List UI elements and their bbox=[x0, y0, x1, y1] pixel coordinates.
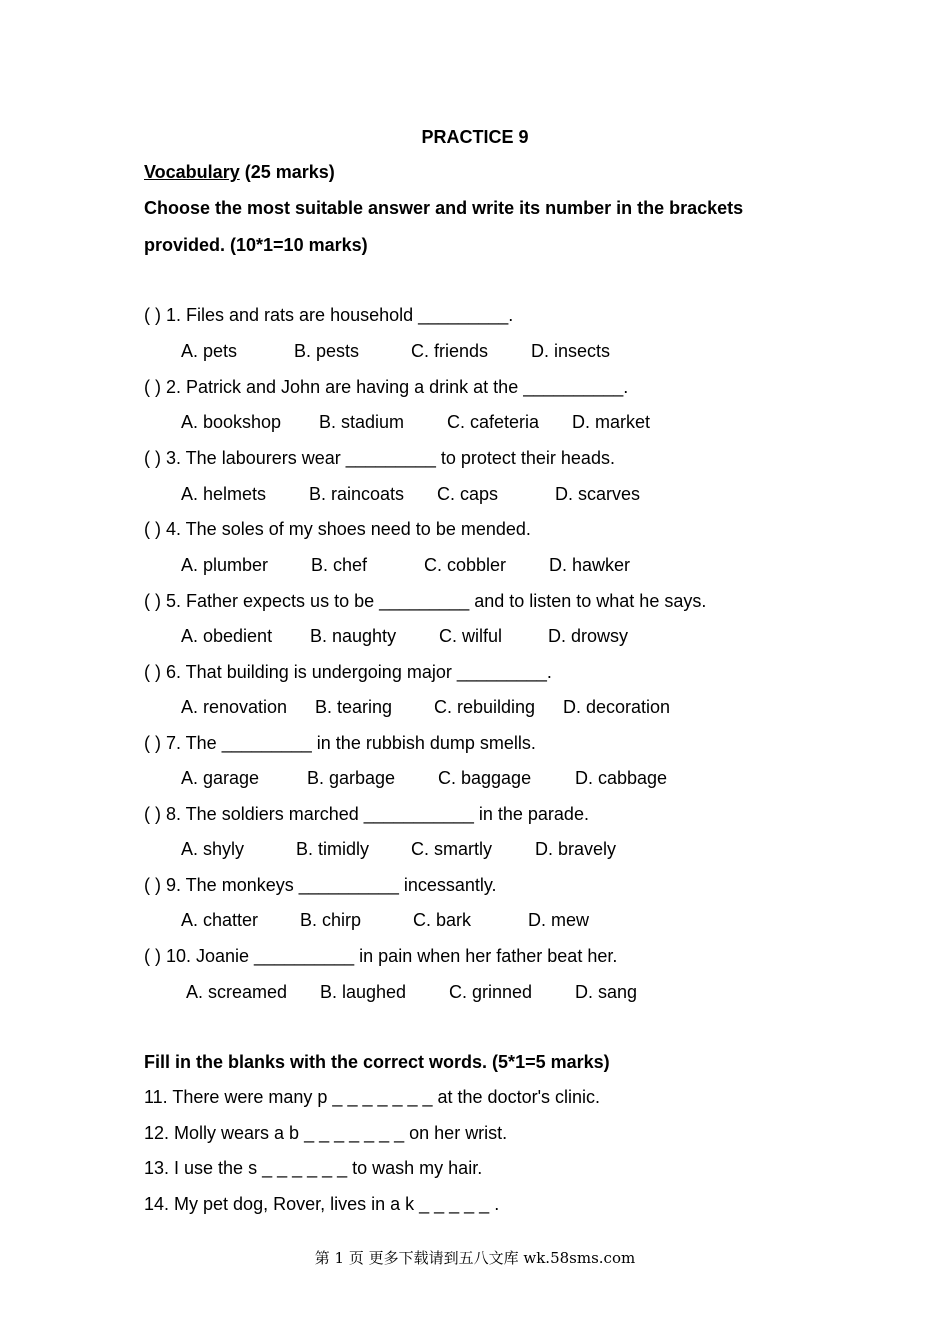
fill-item: 14. My pet dog, Rover, lives in a k _ _ _ _ _ . bbox=[144, 1194, 500, 1214]
option-a: A. helmets bbox=[181, 484, 267, 504]
option-d: D. scarves bbox=[555, 484, 641, 504]
option-b: B. naughty bbox=[310, 626, 397, 646]
option-d: D. cabbage bbox=[575, 768, 668, 788]
question-options bbox=[0, 982, 950, 1004]
option-c: C. cobbler bbox=[424, 555, 507, 575]
question-stem: ( ) 9. The monkeys __________ incessantly. bbox=[144, 875, 497, 895]
option-a: A. bookshop bbox=[181, 412, 282, 432]
option-b: B. chirp bbox=[300, 910, 362, 930]
option-b: B. tearing bbox=[315, 697, 393, 717]
option-a: A. chatter bbox=[181, 910, 259, 930]
fill-item: 12. Molly wears a b _ _ _ _ _ _ _ on her wrist. bbox=[144, 1123, 508, 1143]
fill-item: 11. There were many p _ _ _ _ _ _ _ at the doctor's clinic. bbox=[144, 1087, 601, 1107]
option-b: B. laughed bbox=[320, 982, 407, 1002]
fill-item: 13. I use the s _ _ _ _ _ _ to wash my hair. bbox=[144, 1158, 483, 1178]
question-options bbox=[0, 555, 950, 577]
option-b: B. raincoats bbox=[309, 484, 405, 504]
option-c: C. bark bbox=[413, 910, 472, 930]
option-c: C. grinned bbox=[449, 982, 533, 1002]
option-a: A. pets bbox=[181, 341, 238, 361]
question-stem: ( ) 5. Father expects us to be _________ and to listen to what he says. bbox=[144, 591, 707, 611]
option-d: D. insects bbox=[531, 341, 611, 361]
fill-in-instruction: Fill in the blanks with the correct words. (5*1=5 marks) bbox=[144, 1052, 610, 1072]
question-stem: ( ) 8. The soldiers marched ___________ in the parade. bbox=[144, 804, 589, 824]
question-options bbox=[0, 341, 950, 363]
question-options bbox=[0, 484, 950, 506]
option-b: B. pests bbox=[294, 341, 360, 361]
question-stem: ( ) 6. That building is undergoing major _________. bbox=[144, 662, 552, 682]
option-c: C. rebuilding bbox=[434, 697, 536, 717]
option-b: B. stadium bbox=[319, 412, 405, 432]
option-b: B. chef bbox=[311, 555, 368, 575]
option-c: C. baggage bbox=[438, 768, 532, 788]
section-marks: (25 marks) bbox=[239, 162, 335, 182]
option-a: A. plumber bbox=[181, 555, 269, 575]
option-d: D. drowsy bbox=[548, 626, 629, 646]
instruction-line-2: provided. (10*1=10 marks) bbox=[144, 235, 368, 255]
instruction-line-1: Choose the most suitable answer and write its number in the brackets bbox=[144, 198, 744, 218]
section-heading bbox=[144, 162, 335, 183]
option-d: D. mew bbox=[528, 910, 590, 930]
option-a: A. renovation bbox=[181, 697, 288, 717]
option-b: B. timidly bbox=[296, 839, 370, 859]
option-c: C. friends bbox=[411, 341, 489, 361]
option-a: A. obedient bbox=[181, 626, 273, 646]
option-d: D. sang bbox=[575, 982, 638, 1002]
option-c: C. cafeteria bbox=[447, 412, 540, 432]
question-options bbox=[0, 412, 950, 434]
option-d: D. hawker bbox=[549, 555, 631, 575]
section-name: Vocabulary bbox=[144, 162, 240, 182]
page-title: PRACTICE 9 bbox=[421, 127, 529, 147]
question-options bbox=[0, 910, 950, 932]
question-stem: ( ) 2. Patrick and John are having a drink at the __________. bbox=[144, 377, 629, 397]
option-d: D. market bbox=[572, 412, 651, 432]
question-options bbox=[0, 768, 950, 790]
question-options bbox=[0, 626, 950, 648]
option-c: C. wilful bbox=[439, 626, 503, 646]
question-options bbox=[0, 839, 950, 861]
option-d: D. bravely bbox=[535, 839, 617, 859]
question-stem: ( ) 4. The soles of my shoes need to be mended. bbox=[144, 519, 531, 539]
option-d: D. decoration bbox=[563, 697, 671, 717]
option-a: A. screamed bbox=[186, 982, 288, 1002]
option-a: A. garage bbox=[181, 768, 260, 788]
option-a: A. shyly bbox=[181, 839, 245, 859]
question-options bbox=[0, 697, 950, 719]
option-c: C. caps bbox=[437, 484, 499, 504]
question-stem: ( ) 3. The labourers wear _________ to protect their heads. bbox=[144, 448, 615, 468]
option-b: B. garbage bbox=[307, 768, 396, 788]
question-stem: ( ) 10. Joanie __________ in pain when her father beat her. bbox=[144, 946, 618, 966]
page-footer: 第 1 页 更多下载请到五八文库 wk.58sms.com bbox=[314, 1249, 636, 1267]
question-stem: ( ) 7. The _________ in the rubbish dump smells. bbox=[144, 733, 536, 753]
option-c: C. smartly bbox=[411, 839, 492, 859]
question-stem: ( ) 1. Files and rats are household _________. bbox=[144, 305, 514, 325]
